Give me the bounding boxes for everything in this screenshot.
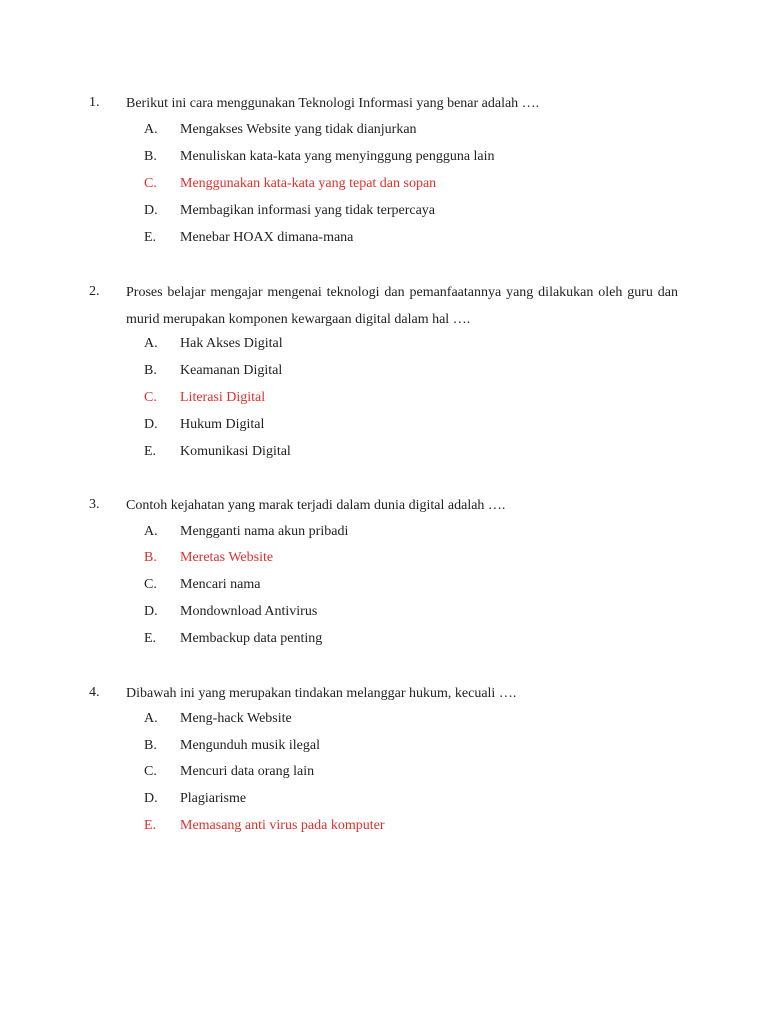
question-4-option-e xyxy=(0,817,768,839)
question-number: 2. xyxy=(89,284,100,299)
option-text: Keamanan Digital xyxy=(180,363,283,378)
question-1-option-d xyxy=(0,202,768,224)
option-text: Mengakses Website yang tidak dianjurkan xyxy=(180,122,417,137)
option-letter: D. xyxy=(144,791,158,806)
option-text: Menggunakan kata-kata yang tepat dan sopan xyxy=(180,176,437,191)
question-3-option-c xyxy=(0,576,768,598)
question-2-option-a xyxy=(0,335,768,357)
question-1-option-e xyxy=(0,229,768,251)
question-2-option-c xyxy=(0,389,768,411)
question-text: Berikut ini cara menggunakan Teknologi Informasi yang benar adalah …. xyxy=(126,96,540,111)
option-letter: A. xyxy=(144,122,158,137)
question-2-option-b xyxy=(0,362,768,384)
option-text: Mencuri data orang lain xyxy=(180,764,315,779)
option-letter: B. xyxy=(144,149,157,164)
question-3-option-e xyxy=(0,630,768,652)
option-text: Membackup data penting xyxy=(180,631,323,646)
option-letter: B. xyxy=(144,363,157,378)
option-letter: A. xyxy=(144,711,158,726)
option-letter: D. xyxy=(144,203,158,218)
question-text: Dibawah ini yang merupakan tindakan melanggar hukum, kecuali …. xyxy=(126,686,517,701)
option-text: Plagiarisme xyxy=(180,791,247,806)
question-4-option-b xyxy=(0,737,768,759)
question-3-option-a xyxy=(0,523,768,545)
option-letter: A. xyxy=(144,524,158,539)
option-letter: D. xyxy=(144,604,158,619)
question-2-option-d xyxy=(0,416,768,438)
option-letter: D. xyxy=(144,417,158,432)
option-text: Meretas Website xyxy=(180,550,274,565)
question-3-option-b xyxy=(0,549,768,571)
option-text: Mencari nama xyxy=(180,577,261,592)
option-text: Mondownload Antivirus xyxy=(180,604,318,619)
option-text: Menebar HOAX dimana-mana xyxy=(180,230,354,245)
question-1-option-b xyxy=(0,148,768,170)
question-text: Contoh kejahatan yang marak terjadi dalam dunia digital adalah …. xyxy=(126,498,506,513)
option-text: Mengganti nama akun pribadi xyxy=(180,524,349,539)
option-text: Membagikan informasi yang tidak terpercaya xyxy=(180,203,436,218)
option-letter: E. xyxy=(144,230,157,245)
question-text: Proses belajar mengajar mengenai teknologi dan pemanfaatannya yang dilakukan oleh guru dan murid merupakan komponen kewargaan digital dalam hal …. xyxy=(126,285,678,327)
option-letter: B. xyxy=(144,738,157,753)
question-4-option-a xyxy=(0,710,768,732)
question-4-option-c xyxy=(0,763,768,785)
option-letter: E. xyxy=(144,631,157,646)
option-letter: C. xyxy=(144,577,157,592)
question-number: 4. xyxy=(89,685,100,700)
option-text: Hukum Digital xyxy=(180,417,265,432)
option-letter: C. xyxy=(144,764,157,779)
question-4-option-d xyxy=(0,790,768,812)
option-letter: C. xyxy=(144,390,157,405)
question-1-option-a xyxy=(0,121,768,143)
question-number: 3. xyxy=(89,497,100,512)
option-text: Komunikasi Digital xyxy=(180,444,291,459)
option-letter: A. xyxy=(144,336,158,351)
question-number: 1. xyxy=(89,95,100,110)
option-letter: B. xyxy=(144,550,157,565)
option-letter: E. xyxy=(144,444,157,459)
option-text: Mengunduh musik ilegal xyxy=(180,738,320,753)
question-3-option-d xyxy=(0,603,768,625)
question-1-option-c xyxy=(0,175,768,197)
question-2-option-e xyxy=(0,443,768,465)
option-letter: E. xyxy=(144,818,157,833)
option-text: Memasang anti virus pada komputer xyxy=(180,818,385,833)
option-text: Literasi Digital xyxy=(180,390,266,405)
option-text: Hak Akses Digital xyxy=(180,336,283,351)
option-letter: C. xyxy=(144,176,157,191)
option-text: Meng-hack Website xyxy=(180,711,292,726)
option-text: Menuliskan kata-kata yang menyinggung pengguna lain xyxy=(180,149,495,164)
